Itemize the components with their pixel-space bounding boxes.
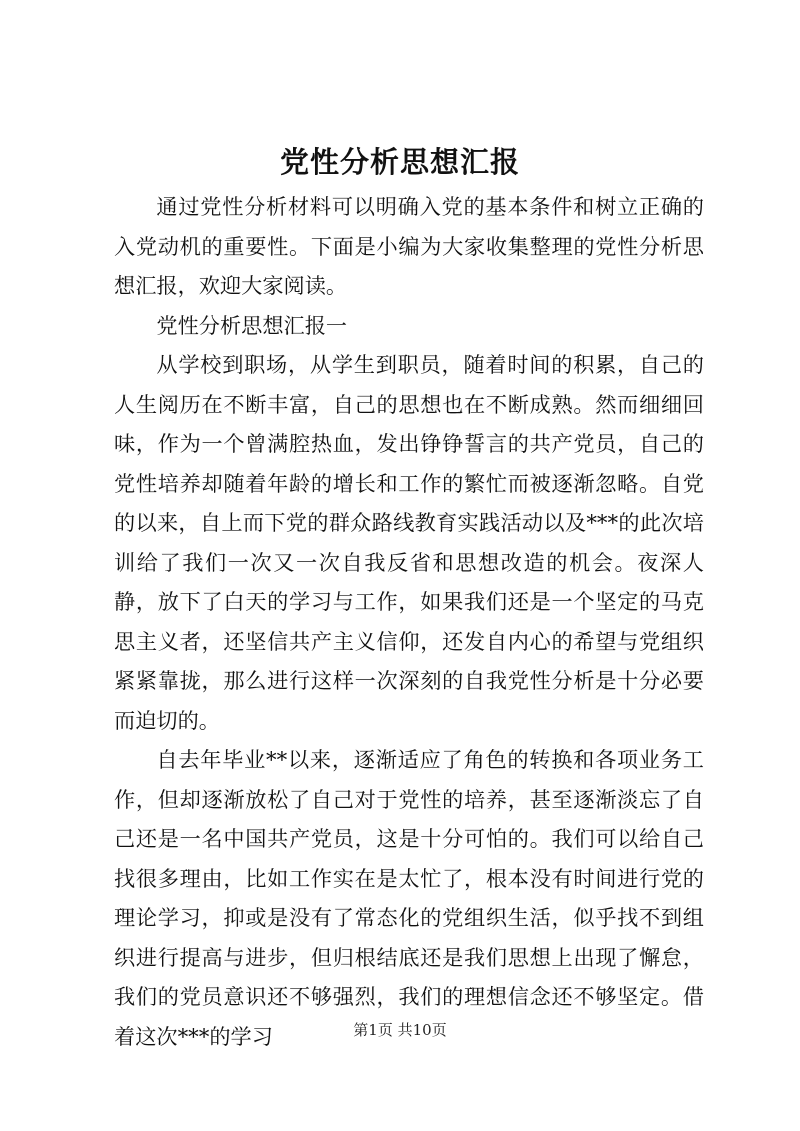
- document-body: [114, 187, 704, 1056]
- paragraph-intro: 通过党性分析材料可以明确入党的基本条件和树立正确的入党动机的重要性。下面是小编为大家收集整理的党性分析思想汇报，欢迎大家阅读。: [114, 194, 704, 298]
- document-title: 党性分析思想汇报: [279, 145, 520, 179]
- paragraph-1: 从学校到职场，从学生到职员，随着时间的积累，自己的人生阅历在不断丰富，自己的思想也在不断成熟。然而细细回味，作为一个曾满腔热血，发出铮铮誓言的共产党员，自己的党性培养却随着年龄的增长和工作的繁忙而被逐渐忽略。自党的以来，自上而下党的群众路线教育实践活动以及***的此次培训给了我们一次又一次自我反省和思想改造的机会。夜深人静，放下了白天的学习与工作，如果我们还是一个坚定的马克思主义者，还坚信共产主义信仰，还发自内心的希望与党组织紧紧靠拢，那么进行这样一次深刻的自我党性分析是十分必要而迫切的。: [114, 352, 704, 733]
- page-footer: 第1页 共10页: [353, 1021, 447, 1039]
- section-heading: 党性分析思想汇报一: [156, 312, 348, 338]
- paragraph-2: 自去年毕业**以来，逐渐适应了角色的转换和各项业务工作，但却逐渐放松了自己对于党性的培养，甚至逐渐淡忘了自己还是一名中国共产党员，这是十分可怕的。我们可以给自己找很多理由，比如工作实在是太忙了，根本没有时间进行党的理论学习，抑或是没有了常态化的党组织生活，似乎找不到组织进行提高与进步，但归根结底还是我们思想上出现了懈怠，我们的党员意识还不够强烈，我们的理想信念还不够坚定。借着这次***的学习: [114, 747, 704, 1049]
